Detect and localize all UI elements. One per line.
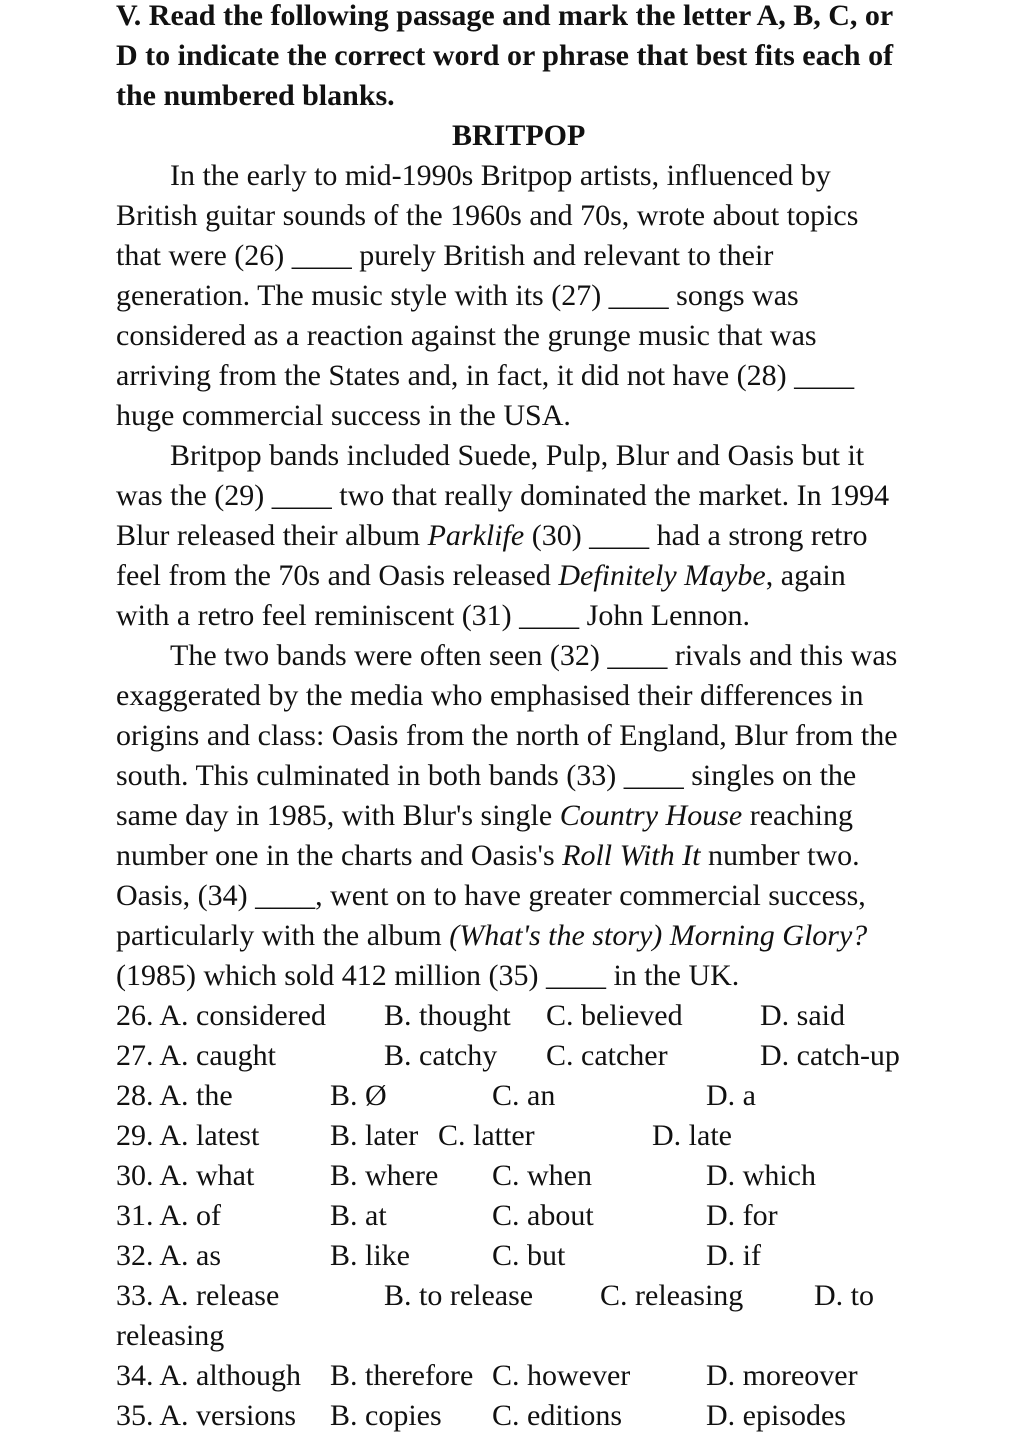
passage-line	[116, 516, 867, 556]
option-a[interactable]: 31. A. of	[116, 1199, 221, 1232]
single-title-country-house: Country House	[559, 799, 743, 832]
passage-text: feel from the 70s and Oasis released	[116, 559, 559, 592]
option-b[interactable]: B. copies	[330, 1399, 442, 1432]
passage-title: BRITPOP	[452, 119, 586, 152]
passage-line: exaggerated by the media who emphasised their differences in	[116, 679, 864, 712]
option-d-continued[interactable]: releasing	[116, 1319, 225, 1352]
option-d[interactable]: D. episodes	[706, 1399, 846, 1432]
passage-line: In the early to mid-1990s Britpop artists, influenced by	[170, 159, 831, 192]
option-c[interactable]: C. catcher	[546, 1039, 668, 1072]
passage-line	[116, 916, 867, 956]
passage-line: with a retro feel reminiscent (31) ____ John Lennon.	[116, 599, 750, 632]
passage-line: was the (29) ____ two that really dominated the market. In 1994	[116, 479, 890, 512]
passage-line: Oasis, (34) ____, went on to have greater commercial success,	[116, 879, 866, 912]
passage-line: that were (26) ____ purely British and relevant to their	[116, 239, 774, 272]
passage-line: The two bands were often seen (32) ____ rivals and this was	[170, 639, 898, 672]
option-b[interactable]: B. to release	[384, 1279, 534, 1312]
option-c[interactable]: C. editions	[492, 1399, 623, 1432]
option-a[interactable]: 26. A. considered	[116, 999, 326, 1032]
instruction-line-2: D to indicate the correct word or phrase that best fits each of	[116, 39, 894, 72]
passage-line	[116, 836, 860, 876]
option-d[interactable]: D. said	[760, 999, 845, 1032]
option-a[interactable]: 33. A. release	[116, 1279, 280, 1312]
passage-line: (1985) which sold 412 million (35) ____ in the UK.	[116, 959, 740, 992]
passage-text: reaching	[742, 799, 853, 832]
album-title-definitely-maybe: Definitely Maybe	[558, 559, 766, 592]
album-title-parklife: Parklife	[427, 519, 525, 552]
option-b[interactable]: B. where	[330, 1159, 439, 1192]
instruction-line-1: V. Read the following passage and mark the letter A, B, C, or	[116, 0, 894, 32]
passage-line: arriving from the States and, in fact, it did not have (28) ____	[116, 359, 855, 392]
option-d[interactable]: D. if	[706, 1239, 761, 1272]
passage-line: south. This culminated in both bands (33) ____ singles on the	[116, 759, 857, 792]
option-a[interactable]: 34. A. although	[116, 1359, 301, 1392]
option-b[interactable]: B. catchy	[384, 1039, 498, 1072]
passage-line: considered as a reaction against the grunge music that was	[116, 319, 817, 352]
passage-text: number two.	[700, 839, 860, 872]
option-d[interactable]: D. for	[706, 1199, 778, 1232]
passage-line: generation. The music style with its (27) ____ songs was	[116, 279, 799, 312]
option-d[interactable]: D. late	[652, 1119, 732, 1152]
option-c[interactable]: C. an	[492, 1079, 556, 1112]
passage-text: , again	[765, 559, 846, 592]
option-b[interactable]: B. thought	[384, 999, 511, 1032]
option-a[interactable]: 28. A. the	[116, 1079, 233, 1112]
passage-line: British guitar sounds of the 1960s and 70s, wrote about topics	[116, 199, 859, 232]
album-title-morning-glory: (What's the story) Morning Glory?	[449, 919, 868, 952]
option-d[interactable]: D. which	[706, 1159, 816, 1192]
option-c[interactable]: C. but	[492, 1239, 566, 1272]
option-c[interactable]: C. latter	[438, 1119, 535, 1152]
passage-line: Britpop bands included Suede, Pulp, Blur and Oasis but it	[170, 439, 865, 472]
option-c[interactable]: C. about	[492, 1199, 594, 1232]
option-b[interactable]: B. at	[330, 1199, 387, 1232]
option-c[interactable]: C. releasing	[600, 1279, 744, 1312]
option-b[interactable]: B. later	[330, 1119, 419, 1152]
option-b[interactable]: B. like	[330, 1239, 410, 1272]
passage-text: (30) ____ had a strong retro	[524, 519, 868, 552]
instruction-line-3: the numbered blanks.	[116, 79, 395, 112]
option-d[interactable]: D. catch-up	[760, 1039, 900, 1072]
option-c[interactable]: C. when	[492, 1159, 592, 1192]
option-c[interactable]: C. however	[492, 1359, 631, 1392]
passage-line	[116, 556, 846, 596]
option-a[interactable]: 30. A. what	[116, 1159, 255, 1192]
option-c[interactable]: C. believed	[546, 999, 683, 1032]
passage-line: huge commercial success in the USA.	[116, 399, 571, 432]
passage-text: same day in 1985, with Blur's single	[116, 799, 560, 832]
passage-text: Blur released their album	[116, 519, 428, 552]
single-title-roll-with-it: Roll With It	[562, 839, 701, 872]
option-d[interactable]: D. moreover	[706, 1359, 858, 1392]
option-a[interactable]: 32. A. as	[116, 1239, 221, 1272]
option-b[interactable]: B. Ø	[330, 1079, 387, 1112]
option-d[interactable]: D. to	[814, 1279, 874, 1312]
option-b[interactable]: B. therefore	[330, 1359, 474, 1392]
passage-line	[116, 796, 853, 836]
option-a[interactable]: 27. A. caught	[116, 1039, 276, 1072]
option-a[interactable]: 35. A. versions	[116, 1399, 296, 1432]
passage-text: particularly with the album	[116, 919, 450, 952]
option-d[interactable]: D. a	[706, 1079, 756, 1112]
passage-text: number one in the charts and Oasis's	[116, 839, 563, 872]
option-a[interactable]: 29. A. latest	[116, 1119, 260, 1152]
passage-line: origins and class: Oasis from the north of England, Blur from the	[116, 719, 898, 752]
